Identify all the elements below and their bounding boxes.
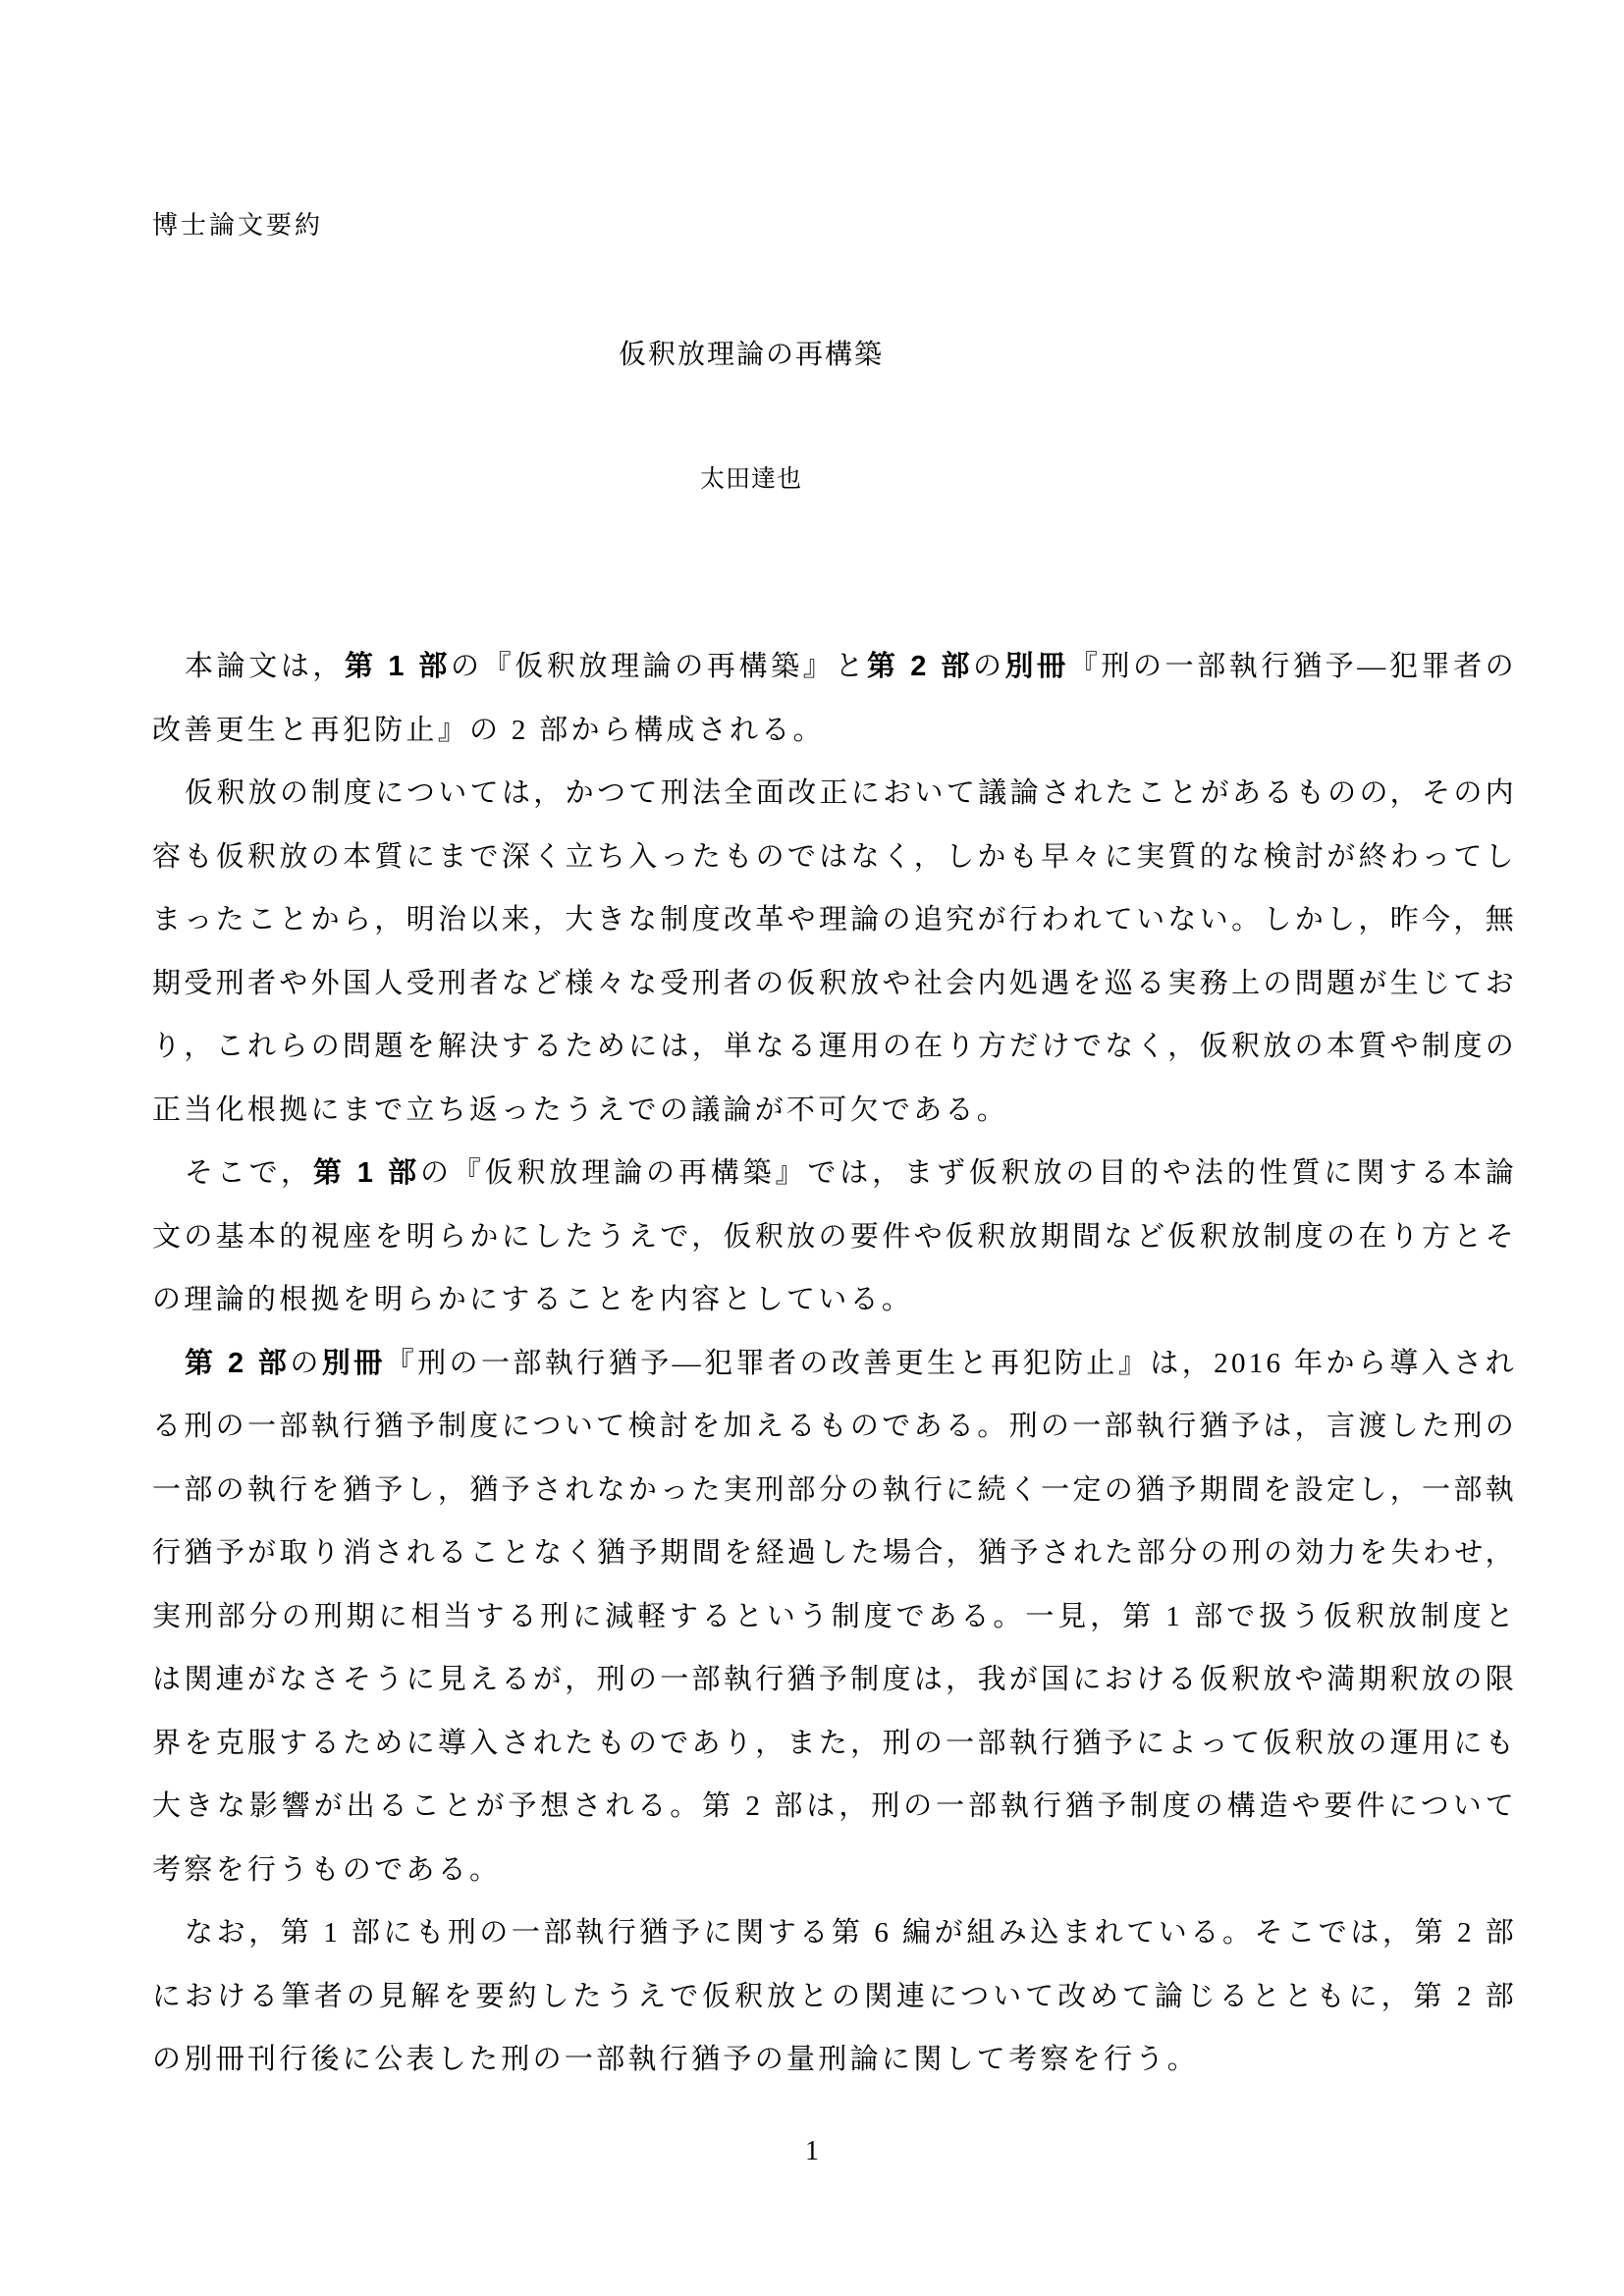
page-number: 1 [805, 2136, 819, 2166]
text-run: の [290, 1347, 322, 1379]
dissertation-title: 仮釈放理論の再構築 [618, 340, 884, 370]
bold-text-run: 別冊 [321, 1347, 386, 1379]
document-type-label: 博士論文要約 [152, 211, 324, 240]
bold-text-run: 第 1 部 [345, 651, 452, 682]
text-run: 本論文は， [185, 651, 346, 682]
paragraph [152, 1332, 1517, 1902]
text-run: の『仮釈放理論の再構築』では，まず仮釈放の目的や法的性質に関する本論文の基本的視座を明らかにしたうえで，仮釈放の要件や仮釈放期間など仮釈放制度の在り方とその理論的根拠を明らかにすることを内容としている。 [152, 1157, 1517, 1315]
bold-text-run: 第 1 部 [312, 1157, 420, 1189]
paragraph [152, 1901, 1517, 2092]
paragraph [152, 762, 1517, 1142]
paragraph [152, 635, 1517, 762]
bold-text-run: 第 2 部 [866, 651, 973, 682]
bold-text-run: 別冊 [1004, 651, 1069, 682]
text-run: そこで， [185, 1157, 313, 1189]
paragraph [152, 1142, 1517, 1332]
text-run: なお，第 1 部にも刑の一部執行猶予に関する第 6 編が組み込まれている。そこでは，第 2 部における筆者の見解を要約したうえで仮釈放との関連について改めて論じるとともに，第 2 部の別冊刊行後に公表した刑の一部執行猶予の量刑論に関して考察を行う。 [152, 1917, 1517, 2075]
bold-text-run: 第 2 部 [185, 1347, 291, 1379]
author-name: 太田達也 [699, 466, 802, 493]
text-run: の『仮釈放理論の再構築』と [451, 651, 867, 682]
text-run: 仮釈放の制度については，かつて刑法全面改正において議論されたことがあるものの，その内容も仮釈放の本質にまで深く立ち入ったものではなく，しかも早々に実質的な検討が終わってしまったことから，明治以来，大きな制度改革や理論の追究が行われていない。しかし，昨今，無期受刑者や外国人受刑者など様々な受刑者の仮釈放や社会内処遇を巡る実務上の問題が生じており，これらの問題を解決するためには，単なる運用の在り方だけでなく，仮釈放の本質や制度の正当化根拠にまで立ち返ったうえでの議論が不可欠である。 [152, 777, 1517, 1126]
text-run: 『刑の一部執行猶予―犯罪者の改善更生と再犯防止』は，2016 年から導入される刑の一部執行猶予制度について検討を加えるものである。刑の一部執行猶予は，言渡した刑の一部の執行を猶予し，猶予されなかった実刑部分の執行に続く一定の猶予期間を設定し，一部執行猶予が取り消されることなく猶予期間を経過した場合，猶予された部分の刑の効力を失わせ，実刑部分の刑期に相当する刑に減軽するという制度である。一見，第 1 部で扱う仮釈放制度とは関連がなさそうに見えるが，刑の一部執行猶予制度は，我が国における仮釈放や満期釈放の限界を克服するために導入されたものであり，また，刑の一部執行猶予によって仮釈放の運用にも大きな影響が出ることが予想される。第 2 部は，刑の一部執行猶予制度の構造や要件について考察を行うものである。 [152, 1347, 1517, 1886]
text-run: 『刑の一部執行猶予―犯罪者の改善更生と再犯防止』の 2 部から構成される。 [152, 651, 1517, 746]
abstract-body [152, 635, 1517, 2092]
text-run: の [972, 651, 1005, 682]
